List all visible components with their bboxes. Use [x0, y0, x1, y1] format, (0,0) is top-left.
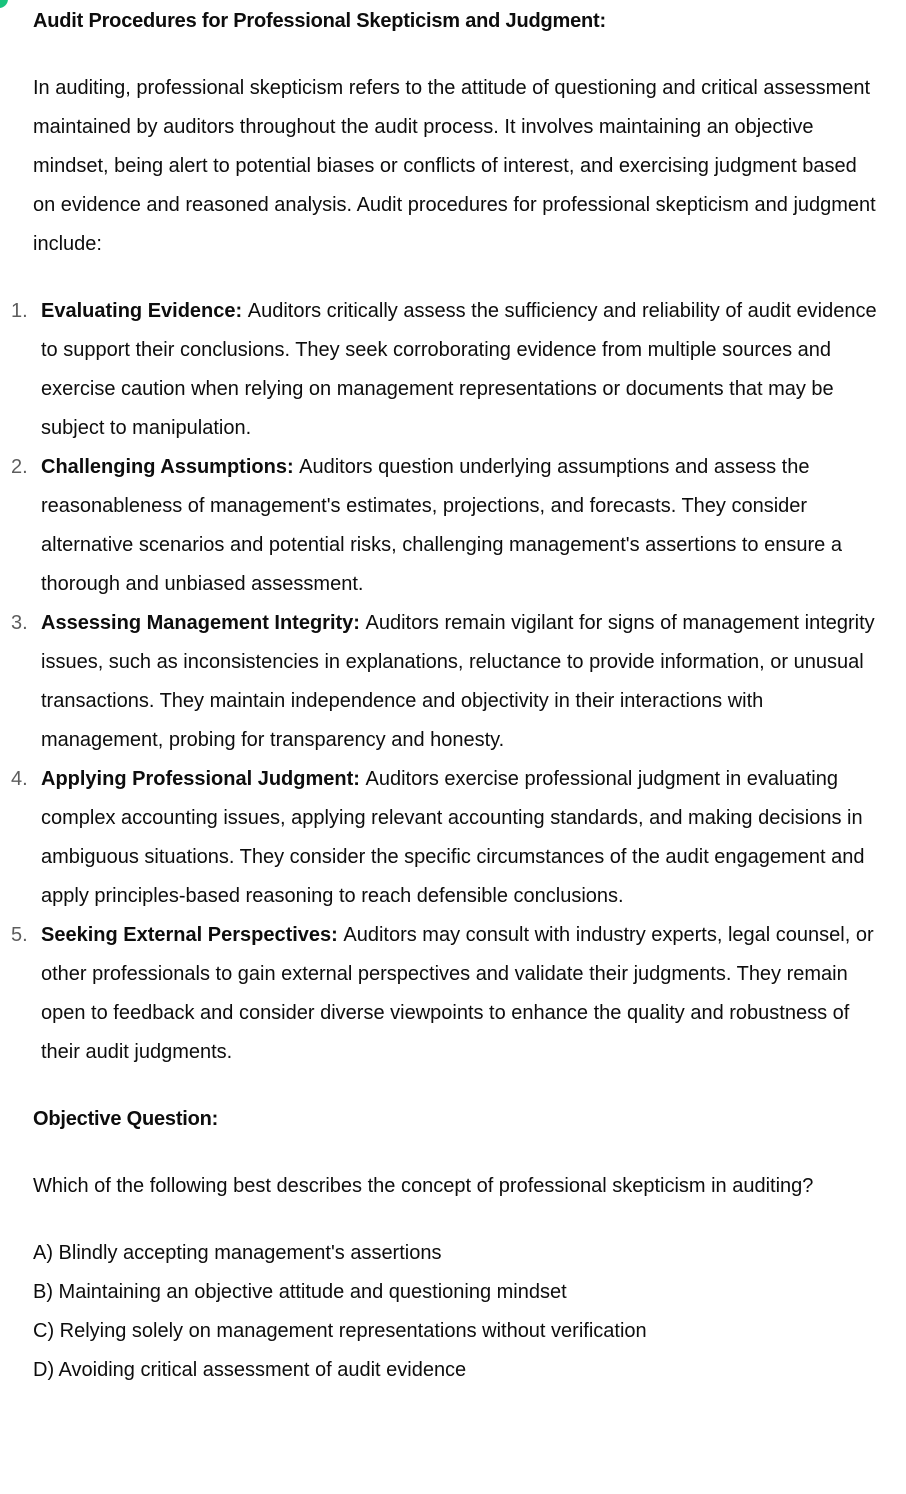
list-item — [11, 760, 883, 916]
list-item-text: Auditors question underlying assumptions and assess the reasonableness of management's estimates, projections, and forecasts. They consider alternative scenarios and potential risks, challenging management's assertions to ensure a thorough and unbiased assessment. — [41, 456, 842, 595]
page-title: Audit Procedures for Professional Skepticism and Judgment: — [33, 10, 606, 32]
assistant-avatar-icon — [0, 0, 8, 8]
list-item — [11, 448, 883, 604]
list-item-text: Auditors exercise professional judgment in evaluating complex accounting issues, applying relevant accounting standards, and making decisions in ambiguous situations. They consider the specific circumstances of the audit engagement and apply principles-based reasoning to reach defensible conclusions. — [41, 768, 865, 907]
answer-options — [33, 1234, 883, 1390]
list-item-title: Evaluating Evidence: — [41, 300, 248, 322]
answer-option-b: B) Maintaining an objective attitude and questioning mindset — [33, 1281, 567, 1303]
list-item — [11, 916, 883, 1072]
list-item-text: Auditors critically assess the sufficiency and reliability of audit evidence to support their conclusions. They seek corroborating evidence from multiple sources and exercise caution when relying on management representations or documents that may be subject to manipulation. — [41, 300, 877, 439]
list-item-text: Auditors may consult with industry experts, legal counsel, or other professionals to gain external perspectives and validate their judgments. They remain open to feedback and consider diverse viewpoints to enhance the quality and robustness of their audit judgments. — [41, 924, 874, 1063]
list-item-number: 4. — [11, 768, 28, 790]
list-item-number: 3. — [11, 612, 28, 634]
list-item-number: 5. — [11, 924, 28, 946]
list-item-number: 2. — [11, 456, 28, 478]
list-item — [11, 292, 883, 448]
list-item-title: Challenging Assumptions: — [41, 456, 300, 478]
answer-option-d: D) Avoiding critical assessment of audit evidence — [33, 1359, 467, 1381]
question-text: Which of the following best describes the concept of professional skepticism in auditing? — [33, 1175, 814, 1197]
list-item-title: Seeking External Perspectives: — [41, 924, 344, 946]
list-item — [11, 604, 883, 760]
question-heading: Objective Question: — [33, 1108, 219, 1130]
list-item-number: 1. — [11, 300, 28, 322]
answer-option-a: A) Blindly accepting management's assertions — [33, 1242, 442, 1264]
answer-option-c: C) Relying solely on management representations without verification — [33, 1320, 647, 1342]
list-item-text: Auditors remain vigilant for signs of management integrity issues, such as inconsistencies in explanations, reluctance to provide information, or unusual transactions. They maintain independence and objectivity in their interactions with management, probing for transparency and honesty. — [41, 612, 875, 751]
intro-paragraph: In auditing, professional skepticism refers to the attitude of questioning and critical assessment maintained by auditors throughout the audit process. It involves maintaining an objective mindset, being alert to potential biases or conflicts of interest, and exercising judgment based on evidence and reasoned analysis. Audit procedures for professional skepticism and judgment include: — [33, 77, 876, 255]
list-item-title: Assessing Management Integrity: — [41, 612, 366, 634]
message-content — [11, 2, 883, 1390]
list-item-title: Applying Professional Judgment: — [41, 768, 366, 790]
procedures-list — [11, 292, 883, 1072]
